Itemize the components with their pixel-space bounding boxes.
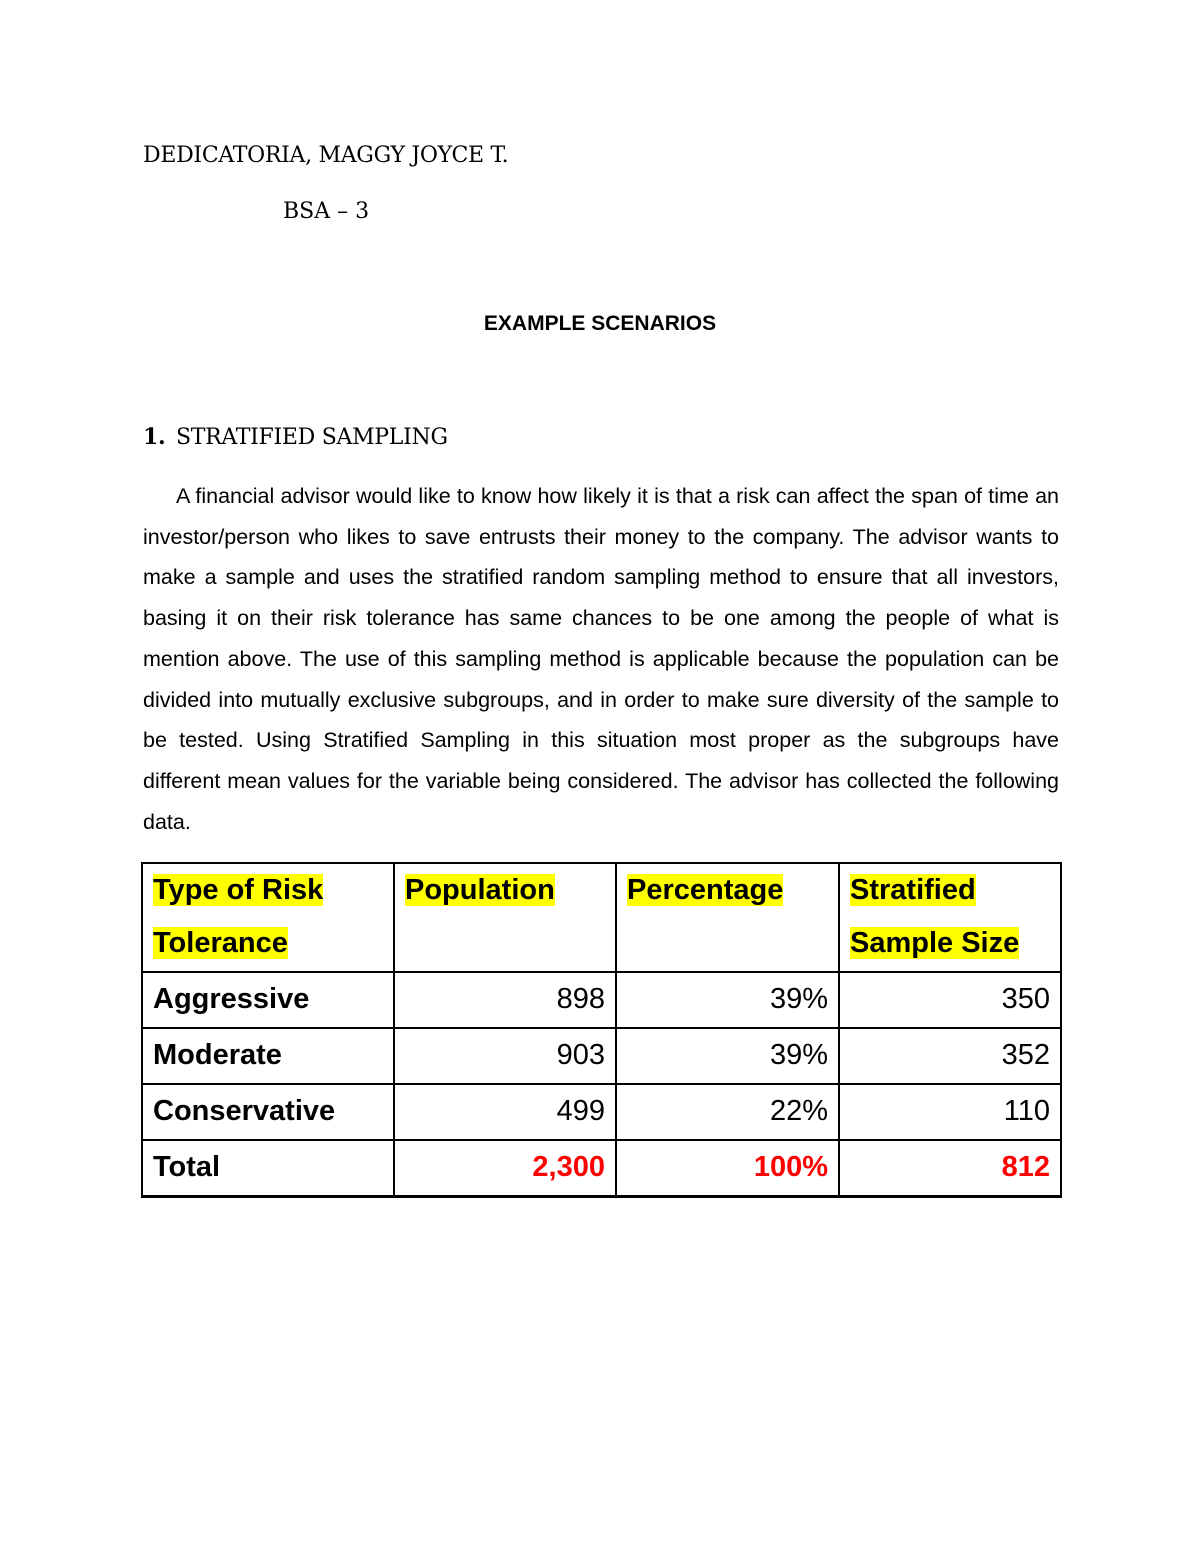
- percentage-cell: 22%: [616, 1084, 839, 1140]
- body-paragraph: A financial advisor would like to know how likely it is that a risk can affect the span of time an investor/person who likes to save entrusts their money to the company. The advisor wants to make a sample and uses the stratified random sampling method to ensure that all investors, basing it on their risk tolerance has same chances to be one among the people of what is mention above. The use of this sampling method is applicable because the population can be divided into mutually exclusive subgroups, and in order to make sure diversity of the sample to be tested. Using Stratified Sampling in this situation most proper as the subgroups have different mean values for the variable being considered. The advisor has collected the following data.: [143, 484, 1059, 834]
- total-label-cell: Total: [142, 1140, 394, 1197]
- total-sample-size-cell: 812: [839, 1140, 1061, 1197]
- column-header-text: Stratified Sample Size: [850, 874, 1020, 959]
- population-cell: 903: [394, 1028, 616, 1084]
- risk-type-cell: Moderate: [142, 1028, 394, 1084]
- population-cell: 898: [394, 972, 616, 1028]
- page-title: EXAMPLE SCENARIOS: [483, 312, 717, 335]
- column-header: [839, 863, 1061, 972]
- sample-size-cell: 350: [839, 972, 1061, 1028]
- percentage-cell: 39%: [616, 972, 839, 1028]
- course-label: BSA – 3: [283, 199, 370, 224]
- table-row: [142, 1028, 1061, 1084]
- column-header-text: Percentage: [627, 874, 784, 906]
- table-row: [142, 1084, 1061, 1140]
- percentage-cell: 39%: [616, 1028, 839, 1084]
- column-header-text: Population: [405, 874, 555, 906]
- risk-type-cell: Conservative: [142, 1084, 394, 1140]
- section-heading-text: STRATIFIED SAMPLING: [176, 425, 448, 450]
- column-header: [142, 863, 394, 972]
- column-header-text: Type of Risk Tolerance: [153, 874, 324, 959]
- author-name: DEDICATORIA, MAGGY JOYCE T.: [143, 143, 509, 168]
- risk-type-cell: Aggressive: [142, 972, 394, 1028]
- table-header-row: [142, 863, 1061, 972]
- total-percentage-cell: 100%: [616, 1140, 839, 1197]
- section-heading: [143, 424, 448, 450]
- table-row: [142, 972, 1061, 1028]
- column-header: [616, 863, 839, 972]
- sample-size-cell: 110: [839, 1084, 1061, 1140]
- data-table: [141, 862, 1062, 1198]
- column-header: [394, 863, 616, 972]
- table-total-row: [142, 1140, 1061, 1197]
- section-number: 1.: [143, 424, 166, 450]
- total-population-cell: 2,300: [394, 1140, 616, 1197]
- sample-size-cell: 352: [839, 1028, 1061, 1084]
- population-cell: 499: [394, 1084, 616, 1140]
